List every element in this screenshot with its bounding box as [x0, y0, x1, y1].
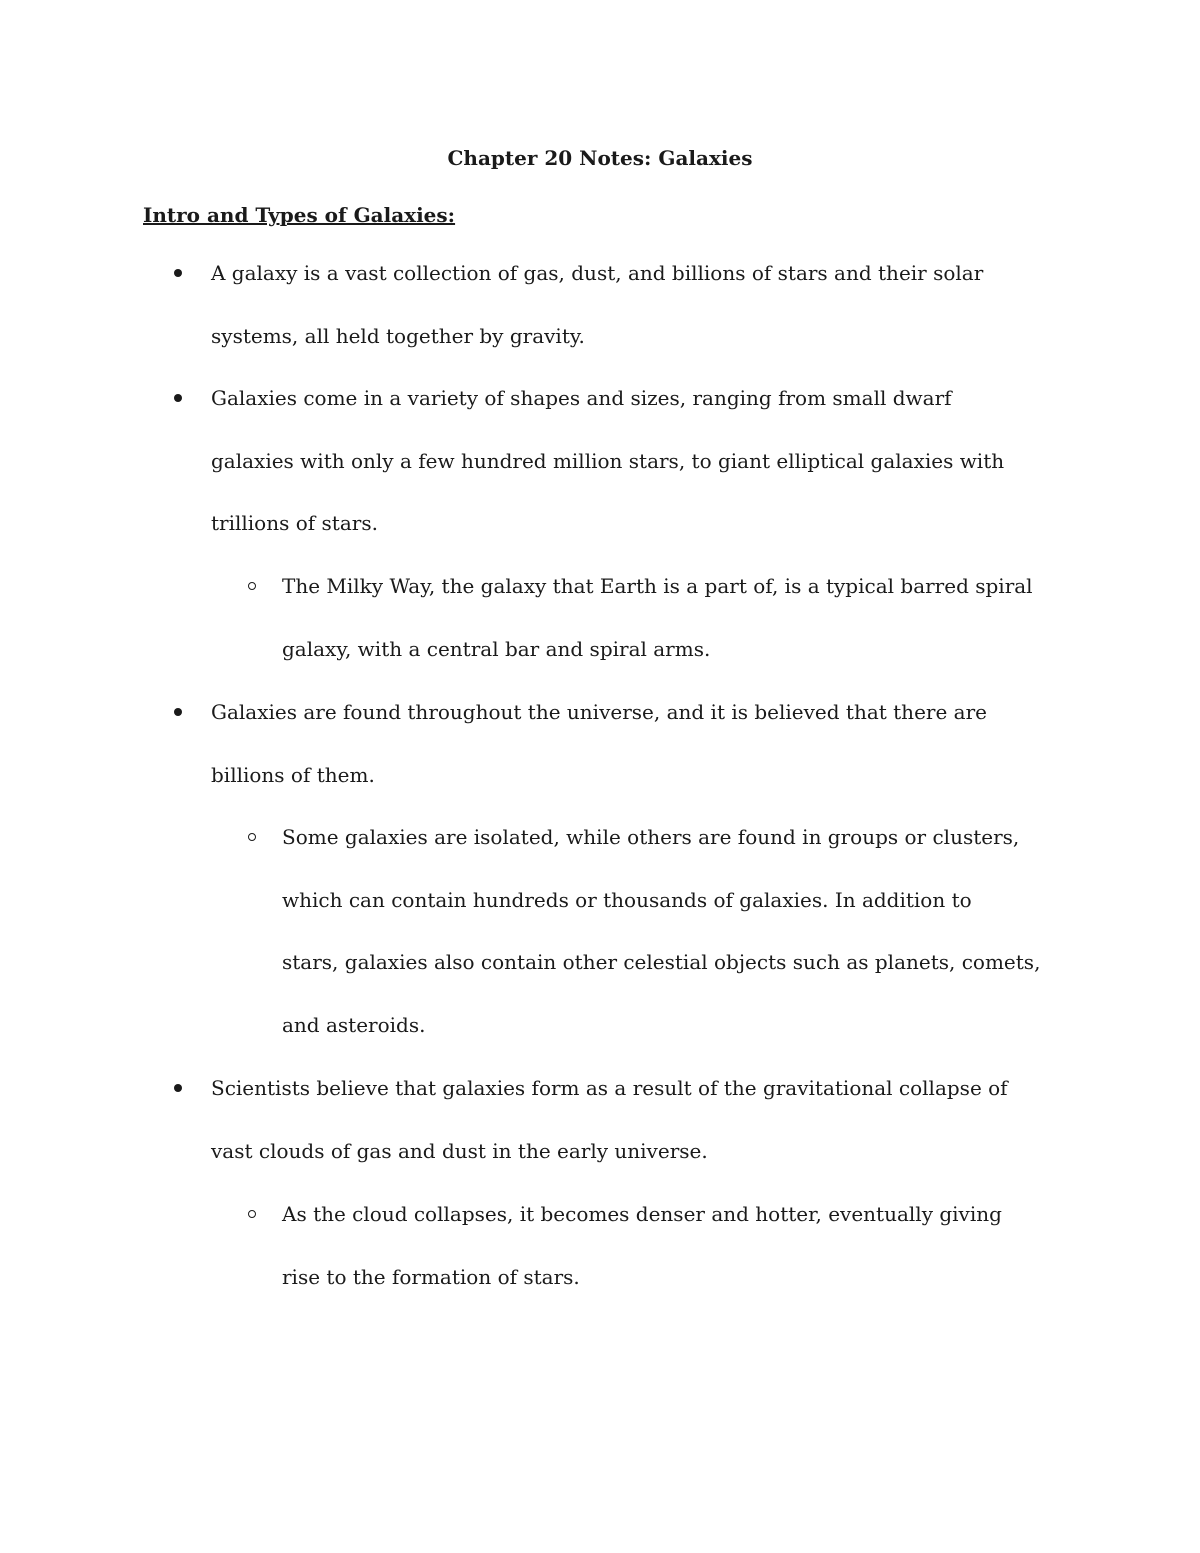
list-item-line: which can contain hundreds or thousands of galaxies. In addition to — [282, 887, 972, 912]
list-item — [282, 1183, 1082, 1308]
list-item-line: Some galaxies are isolated, while others are found in groups or clusters, — [282, 825, 1020, 849]
list-item — [211, 242, 1061, 367]
list-item-line: and asteroids. — [282, 1012, 426, 1037]
list-item-line: galaxy, with a central bar and spiral arms. — [282, 636, 711, 661]
section-heading: Intro and Types of Galaxies: — [143, 203, 456, 227]
list-item-line: The Milky Way, the galaxy that Earth is a part of, is a typical barred spiral — [282, 574, 1033, 598]
page-title: Chapter 20 Notes: Galaxies — [447, 146, 753, 170]
list-item-line: trillions of stars. — [211, 511, 378, 536]
bullet-circle-icon — [248, 582, 256, 590]
list-item-line: stars, galaxies also contain other celestial objects such as planets, comets, — [282, 950, 1041, 975]
bullet-disc-icon — [174, 708, 182, 716]
list-item — [282, 555, 1082, 680]
list-item-line: systems, all held together by gravity. — [211, 323, 585, 348]
list-item-line: Galaxies come in a variety of shapes and sizes, ranging from small dwarf — [211, 386, 952, 410]
bullet-disc-icon — [174, 269, 182, 277]
list-item-line: As the cloud collapses, it becomes denser and hotter, eventually giving — [282, 1202, 1002, 1226]
list-item — [282, 806, 1082, 1056]
list-item — [211, 367, 1061, 555]
bullet-circle-icon — [248, 833, 256, 841]
bullet-disc-icon — [174, 394, 182, 402]
list-item-line: billions of them. — [211, 762, 375, 787]
list-item — [211, 681, 1061, 806]
list-item-line: rise to the formation of stars. — [282, 1264, 580, 1289]
list-item — [211, 1057, 1061, 1182]
list-item-line: galaxies with only a few hundred million stars, to giant elliptical galaxies with — [211, 448, 1005, 473]
list-item-line: vast clouds of gas and dust in the early universe. — [211, 1138, 708, 1163]
list-item-line: Galaxies are found throughout the universe, and it is believed that there are — [211, 700, 987, 724]
bullet-disc-icon — [174, 1084, 182, 1092]
bullet-circle-icon — [248, 1210, 256, 1218]
list-item-line: Scientists believe that galaxies form as a result of the gravitational collapse of — [211, 1076, 1008, 1100]
list-item-line: A galaxy is a vast collection of gas, dust, and billions of stars and their solar — [211, 261, 984, 285]
